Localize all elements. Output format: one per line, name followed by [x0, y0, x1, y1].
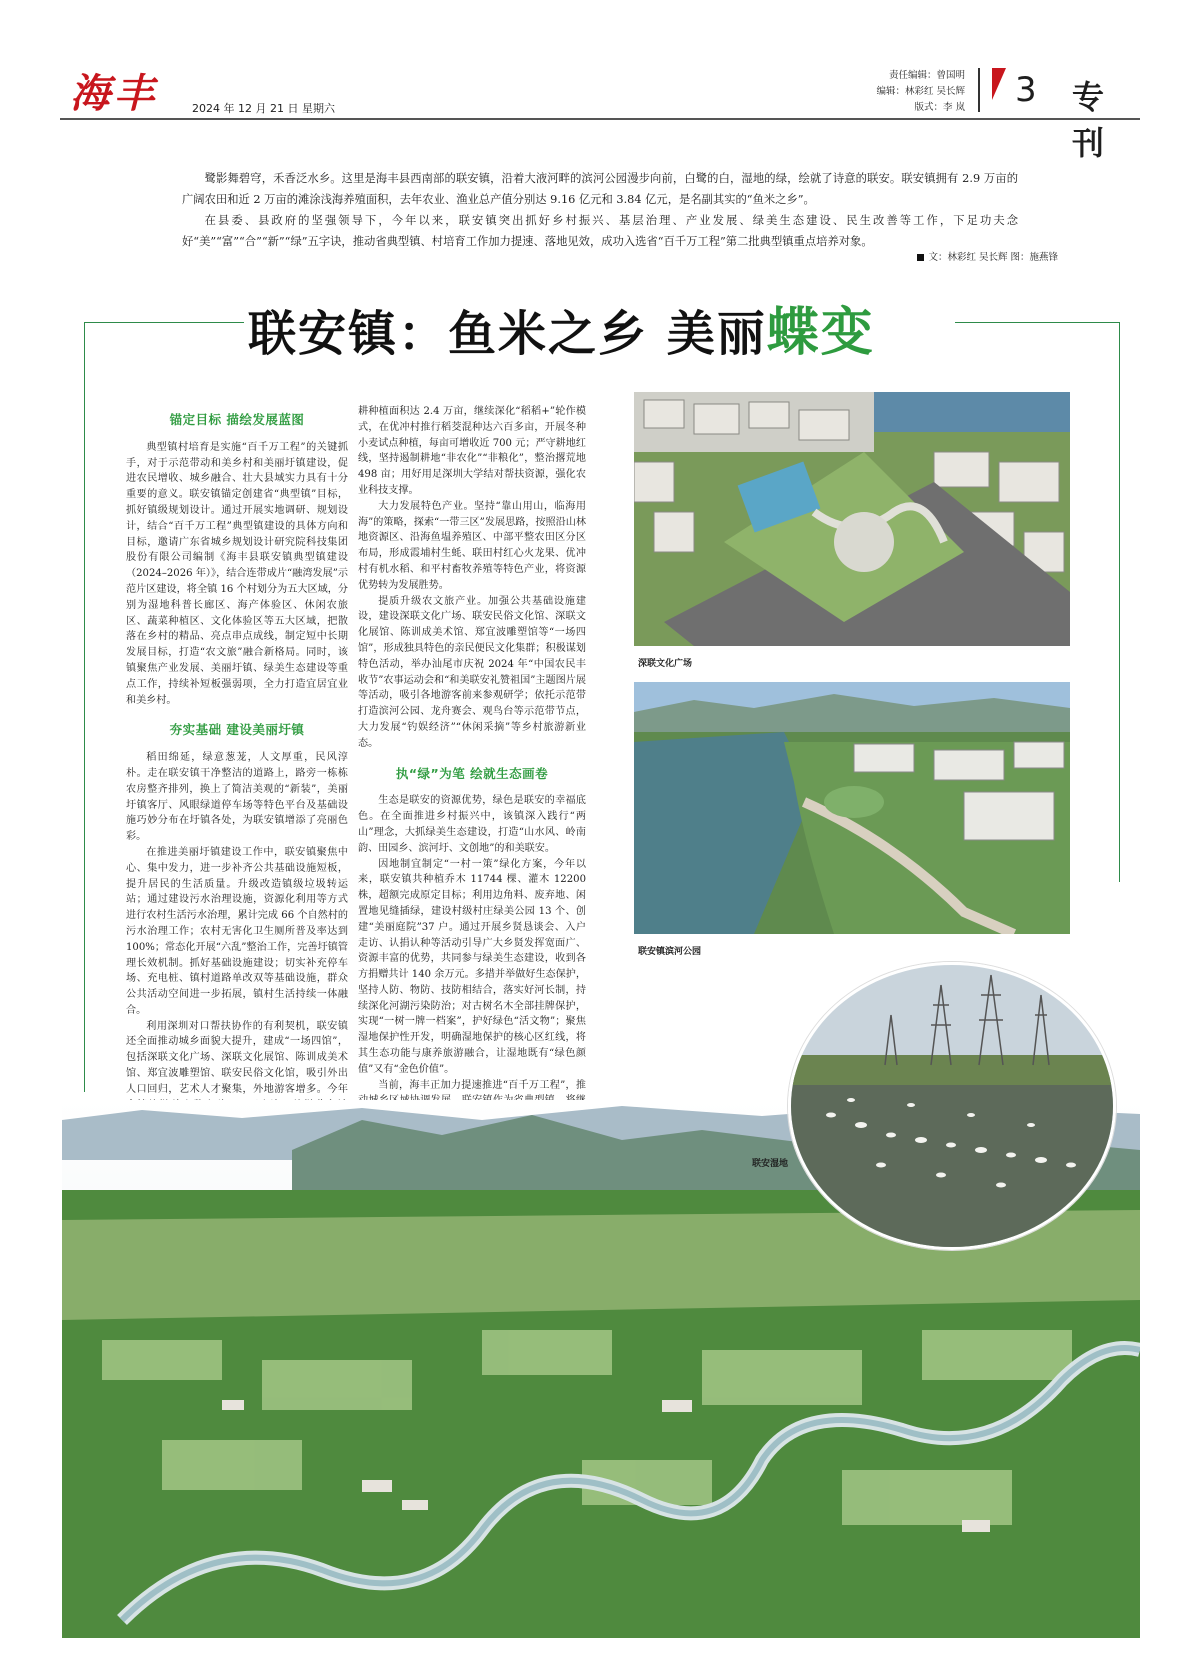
byline-text: 文：林彩红 吴长辉 图：施燕锋	[928, 252, 1058, 263]
article-paragraph: 提质升级农文旅产业。加强公共基础设施建设，建设深联文化广场、联安民俗文化馆、深联文化展馆、陈训成美术馆、郑宜波雕塑馆等“一场四馆”，形成独具特色的亲民便民文化集群；积极谋划特色活动，举办汕尾市庆祝 2024 年“中国农民丰收节”农事运动会和“和美联安礼赞祖国”主题图片展等活动，吸引各地游客前来参观研学；依托示范带打造滨河公园、龙舟赛会、观鸟台等示范带节点，大力发展“钓娱经济”“休闲采摘”等乡村旅游新业态。	[358, 595, 586, 749]
photo-caption: 联安湿地	[752, 1159, 789, 1169]
subheading: 锚定目标 描绘发展蓝图	[169, 412, 305, 427]
newspaper-logo: 海丰	[70, 70, 158, 117]
article-column-2	[358, 404, 586, 1157]
article-paragraph: 因地制宜制定“一村一策”绿化方案，今年以来，联安镇共种植乔木 11744 棵、灌木 12200 株，超额完成原定目标；利用边角料、废弃地、闲置地见缝插绿，建设村级村庄绿美公园 13 个、创建“美丽庭院”37 户。通过开展乡贤恳谈会、入户走访、认捐认种等活动引导广大乡贤发挥宽面广、资源丰富的优势，共同参与绿美生态建设，收到各方捐赠共计 140 余万元。多措并举做好生态保护，坚持人防、物防、技防相结合，落实好河长制，持续深化河湖污染防治；对古树名木全部挂牌保护，实现“一树一牌一档案”，护好绿色“活文物”；聚焦湿地保护性开发，明确湿地保护的核心区红线，将其生态功能与康养旅游融合，让湿地既有“绿色颜值”又有“金色价值”。	[358, 858, 586, 1075]
subheading: 执“绿”为笔 绘就生态画卷	[395, 765, 549, 781]
red-flag-icon	[992, 68, 1006, 100]
masthead-divider	[978, 68, 980, 112]
masthead-rule	[60, 118, 1140, 120]
masthead	[60, 62, 1143, 162]
square-bullet-icon	[917, 254, 924, 261]
section-name: 专刊	[1072, 78, 1143, 162]
headline-accent: 蝶变	[766, 302, 875, 363]
article-paragraph: 典型镇村培育是实施“百千万工程”的关键抓手，对于示范带动和美乡村和美丽圩镇建设，促进农民增收、城乡融合、壮大县域实力具有十分重要的意义。联安镇锚定创建省“典型镇”目标，抓好镇级规划设计。通过开展实地调研、规划设计，结合“百千万工程”典型镇建设的具体方向和目标，邀请广东省城乡规划设计研究院科技集团股份有限公司编制《海丰县联安镇典型镇建设（2024–2026 年）》，结合连带成片“融湾发展”示范片区建设，将全镇 16 个村划分为五大区域，分别为湿地科普长廊区、海产体验区、休闲农旅区、蔬菜种植区、文化体验区等五大区域，把散落在乡村的精品、亮点串点成线，制定短中长期发展目标，打造“农文旅”融合新格局。同时，该镇聚焦产业发展、美丽圩镇、绿美生态建设等重点工作，持续补短板强弱项，全力打造宜居宜业和美乡村。	[126, 441, 348, 706]
editors: 编辑：林彩红 吴长辉	[876, 86, 965, 97]
byline	[858, 249, 1058, 263]
photo-caption: 联安镇滨河公园	[638, 947, 702, 957]
photo-wetland-inset	[788, 962, 1116, 1250]
frame-line	[1119, 322, 1120, 882]
article-paragraph: 在推进美丽圩镇建设工作中，联安镇聚焦中心、集中发力，进一步补齐公共基础设施短板，提升居民的生活质量。升级改造镇级垃圾转运站；通过建设污水治理设施，资源化利用等方式进行农村生活污水治理，累计完成 66 个自然村的污水治理工作；农村无害化卫生厕所普及率达到 100%；常态化开展“六乱”整治工作，完善圩镇管理长效机制。抓好基础设施建设；切实补充停车场、充电桩、镇村道路单改双等基础设施，群众公共活动空间进一步拓展，镇村生活持续一体融合。	[126, 846, 348, 1016]
intro-paragraph: 在县委、县政府的坚强领导下，今年以来，联安镇突出抓好乡村振兴、基层治理、产业发展、绿美生态建设、民生改善等工作，下足功夫念好“美”“富”“合”“新”“绿”五字诀，推动省典型镇、村培育工作加力提速、落地见效，成功入选省“百千万工程”第二批典型镇重点培养对象。	[182, 214, 1018, 248]
issue-date: 2024 年 12 月 21 日 星期六	[192, 102, 335, 115]
headline	[248, 290, 958, 365]
editor-credits	[795, 68, 965, 116]
frame-line	[955, 322, 1120, 323]
article-paragraph: 稻田绵延，绿意葱茏，人文厚重，民风淳朴。走在联安镇干净整洁的道路上，路旁一栋栋农房整齐排列，换上了简洁美观的“新装”，美丽圩镇客厅、风眼绿道停车场等特色平台及基础设施巧妙分布在圩镇各处，为联安镇增添了亮丽色彩。	[126, 752, 348, 843]
frame-line	[84, 322, 244, 323]
headline-main: 联安镇：鱼米之乡 美丽	[248, 306, 767, 362]
photo-cultural-square	[634, 392, 1070, 646]
article-paragraph: 大力发展特色产业。坚持“靠山用山，临海用海”的策略，探索“一带三区”发展思路，按照沿山林地资源区、沿海鱼塭养殖区、中部平整农田区分区布局，形成霞埔村生蚝、联田村红心火龙果、优冲村有机水稻、和平村畜牧养殖等特色产业，将资源优势转为发展胜势。	[358, 500, 586, 591]
intro-lead	[182, 168, 1018, 252]
layout-editor: 版式：李 岚	[914, 102, 965, 113]
photo-caption: 深联文化广场	[638, 659, 693, 669]
editor-in-charge: 责任编辑：曾国明	[888, 70, 965, 81]
article-paragraph: 利用深圳对口帮扶协作的有利契机，联安镇还全面推动城乡面貌大提升，建成“一场四馆”，包括深联文化广场、深联文化展馆、陈训成美术馆、郑宜波雕塑馆、联安民俗文化馆，吸引外出人口回归，艺术人才聚集，外地游客增多。今年	[126, 1020, 348, 1095]
article-paragraph: 耕种植面积达 2.4 万亩，继续深化“稻稻+”轮作模式，在优冲村推行稻茭混种达六百多亩，开展冬种小麦试点种植，每亩可增收近 700 元；严守耕地红线，坚持遏制耕地“非农化”“非粮化”，整治撂荒地 498 亩；用好用足深圳大学结对帮扶资源，强化农业科技支撑。	[358, 406, 586, 496]
article-paragraph: 生态是联安的资源优势，绿色是联安的幸福底色。在全面推进乡村振兴中，该镇深入践行“两山”理念，大抓绿美生态建设，打造“山水风、岭南韵、田园乡、滨河圩、文创地”的和美联安。	[358, 795, 586, 854]
page-number: 3	[1015, 70, 1037, 110]
subheading: 夯实基础 建设美丽圩镇	[169, 722, 305, 738]
photo-riverside-park	[634, 682, 1070, 934]
article-column-1	[126, 398, 348, 1218]
intro-paragraph: 鹭影舞碧穹，禾香泛水乡。这里是海丰县西南部的联安镇，沿着大液河畔的滨河公园漫步向前，白鹭的白，湿地的绿，绘就了诗意的联安。联安镇拥有 2.9 万亩的广阔农田和近 2 万亩的滩涂浅海养殖面积，去年农业、渔业总产值分别达 9.16 亿元和 3.84 亿元，是名副其实的“鱼米之乡”。	[182, 172, 1018, 206]
frame-line	[84, 322, 85, 1092]
article-paragraph: 当前，海丰正加力提速推进“百千万工程”，推	[378, 1079, 586, 1091]
